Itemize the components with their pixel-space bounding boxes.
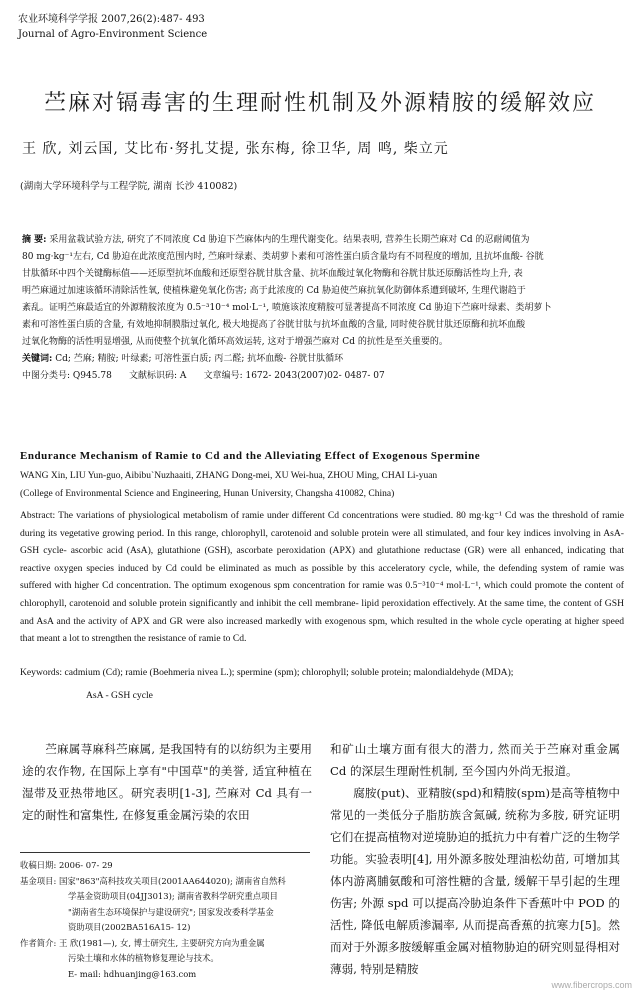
journal-citation: 农业环境科学学报 2007,26(2):487- 493 [18, 14, 205, 25]
footnote-email: E- mail: hdhuanjing@163.com [68, 968, 197, 979]
keywords-cn [22, 351, 622, 368]
footnote-fund: "湖南省生态环境保护与建设研究"; 国家发改委科学基金 [68, 906, 274, 917]
english-abstract [20, 507, 624, 648]
article-no-label: 文章编号: [203, 371, 243, 381]
affiliation: (湖南大学环境科学与工程学院, 湖南 长沙 410082) [20, 181, 238, 192]
footnote-fund: 基金项目: 国家"863"高科技攻关项目(2001AA644020); 湖南省自然科 [20, 875, 286, 886]
english-title: Endurance Mechanism of Ramie to Cd and the Alleviating Effect of Exogenous Spermine [20, 450, 481, 462]
journal-header [18, 12, 207, 42]
abstract-cn-line: 明苎麻通过加速该循环清除活性氧, 使植株避免氧化伤害; 高于此浓度的 Cd 胁迫使苎麻抗氧化防御体系遭到破坏, 生理代谢趋于 [22, 286, 526, 296]
abstract-cn-line: 过氧化物酶的活性明显增强, 从而使整个抗氧化循环高效运转, 这对于增强苎麻对 Cd 的抗性是至关重要的。 [22, 337, 448, 347]
body-column-left [22, 738, 312, 826]
abstract-cn-line: 80 mg·kg⁻¹左右, Cd 胁迫在此浓度范围内时, 苎麻叶绿素、类胡萝卜素和可溶性蛋白质含量均有不同程度的增加, 且抗坏血酸- 谷胱 [22, 252, 544, 262]
footnote-fund: 学基金资助项目(04JJ3013); 湖南省教科学研究重点项目 [68, 891, 278, 901]
keywords-cn-text: Cd; 苎麻; 精胺; 叶绿素; 可溶性蛋白质; 丙二醛; 抗坏血酸- 谷胱甘肽循环 [55, 354, 344, 364]
doc-code-value: A [179, 371, 187, 381]
abstract-cn-line: 采用盆栽试验方法, 研究了不同浓度 Cd 胁迫下苎麻体内的生理代谢变化。结果表明, 营养生长期苎麻对 Cd 的忍耐阈值为 [49, 235, 530, 245]
footnote-received: 收稿日期: 2006- 07- 29 [20, 860, 113, 870]
english-keywords-cont: AsA - GSH cycle [86, 690, 153, 701]
body-paragraph: 和矿山土壤方面有很大的潜力, 然而关于苎麻对重金属 Cd 的深层生理耐性机制, 至今国内外尚无报道。 [330, 742, 620, 778]
english-keywords-text: cadmium (Cd); ramie (Boehmeria nivea L.); spermine (spm); chlorophyll; soluble protein; malondialdehyde (MDA); [64, 667, 514, 678]
paper-title: 苎麻对镉毒害的生理耐性机制及外源精胺的缓解效应 [43, 91, 596, 116]
footnote-fund: 资助项目(2002BA516A15- 12) [68, 922, 191, 932]
classification-row [22, 368, 622, 385]
footnote-divider [20, 852, 310, 853]
abstract-cn [22, 232, 622, 385]
body-column-right [330, 738, 620, 980]
footnote-author: 污染土壤和水体的植物修复理论与技术。 [68, 953, 219, 963]
clc-value: Q945.78 [72, 371, 112, 381]
keywords-cn-label: 关键词: [22, 354, 53, 364]
abstract-cn-line: 素和可溶性蛋白质的含量, 有效地抑制膜脂过氧化, 极大地提高了谷胱甘肽与抗坏血酸的含量, 同时使谷胱甘肽还原酶和抗坏血酸 [22, 320, 526, 330]
abstract-cn-line: 紊乱。证明苎麻最适宜的外源精胺浓度为 0.5⁻³10⁻⁴ mol·L⁻¹, 喷施该浓度精胺可显著提高不同浓度 Cd 胁迫下苎麻叶绿素、类胡萝卜 [22, 303, 552, 313]
watermark: www.fibercrops.com [551, 980, 632, 990]
abstract-cn-line: 甘肽循环中四个关键酶标值——还原型抗坏血酸和还原型谷胱甘肽含量、抗坏血酸过氧化物酶和谷胱甘肽还原酶活性均上升, 表 [22, 269, 523, 279]
journal-name-en: Journal of Agro-Environment Science [18, 29, 208, 40]
body-paragraph: 苎麻属荨麻科苎麻属, 是我国特有的以纺织为主要用途的农作物, 在国际上享有"中国草"的美誉, 适宜种植在湿带及亚热带地区。研究表明[1-3], 苎麻对 Cd 具有一定的耐性和富集性, 在修复重金属污染的农田 [22, 742, 312, 822]
english-authors: WANG Xin, LIU Yun-guo, Aibibu`Nuzhaaiti, ZHANG Dong-mei, XU Wei-hua, ZHOU Ming, CHAI Li-yuan [20, 471, 438, 481]
doc-code-label: 文献标识码: [128, 371, 178, 381]
english-keywords-label: Keywords: [20, 667, 63, 678]
english-abstract-text: The variations of physiological metabolism of ramie under different Cd concentrations were studied. 80 mg·kg⁻¹ Cd was the threshold of ramie during its vegetative growing period. In this range, chlorophyll, carotenoid and soluble protein were all stimulated, and four key indices involving in AsA- GSH cycle- ascorbic acid (AsA), glutathione (GSH), ascorbate peroxidation (APX) and glutathione reductase (GR) were all enhanced, indicating that reactive oxygen species induced by Cd could be eliminated as much as possible by this acceleratory cycle, while, the defending system of ramie was suffered with higher Cd concentration. The optimum exogenous spm concentration for ramie was 0.5⁻³10⁻⁴ mol·L⁻¹, which could promote the content of chlorophyll, carotenoid and soluble protein significantly and inhibit the cell membrane- lipid peroxidation effectively. At the same time, the content of GSH and AsA and the activity of APX and GR were also increased markedly with exogenous spm, which resulted in the whole cycle operating at higher speed that meant a lot to strengthen the resistance of ramie to Cd. [20, 510, 624, 645]
footnote-author: 作者简介: 王 欣(1981—), 女, 博士研究生, 主要研究方向为重金属 [20, 937, 265, 948]
english-abstract-label: Abstract: [20, 510, 56, 521]
body-paragraph: 腐胺(put)、亚精胺(spd)和精胺(spm)是高等植物中常见的一类低分子脂肪族含氮碱, 统称为多胺, 研究证明它们在提高植物对逆境胁迫的抵抗力中有着广泛的生物学功能。实验表明[4], 用外源多胺处理油松幼苗, 可增加其体内游离脯氨酸和可溶性糖的含量, 缓解干旱引起的生理伤害; 外源 spd 可以提高冷胁迫条件下香蕉叶中 POD 的活性, 降低电解质渗漏率, 从而提高香蕉的抗寒力[5]。然而对于外源多胺缓解重金属对植物胁迫的研究则显得相对薄弱, 特别是精胺 [330, 786, 621, 976]
footnotes [20, 858, 310, 982]
article-no-value: 1672- 2043(2007)02- 0487- 07 [245, 371, 385, 381]
english-keywords [20, 664, 624, 682]
abstract-cn-label: 摘 要: [22, 235, 47, 245]
author-list: 王 欣, 刘云国, 艾比布·努扎艾提, 张东梅, 徐卫华, 周 鸣, 柴立元 [22, 141, 449, 157]
clc-label: 中图分类号: [22, 371, 71, 381]
english-affiliation: (College of Environmental Science and Engineering, Hunan University, Changsha 410082, China) [20, 489, 395, 499]
